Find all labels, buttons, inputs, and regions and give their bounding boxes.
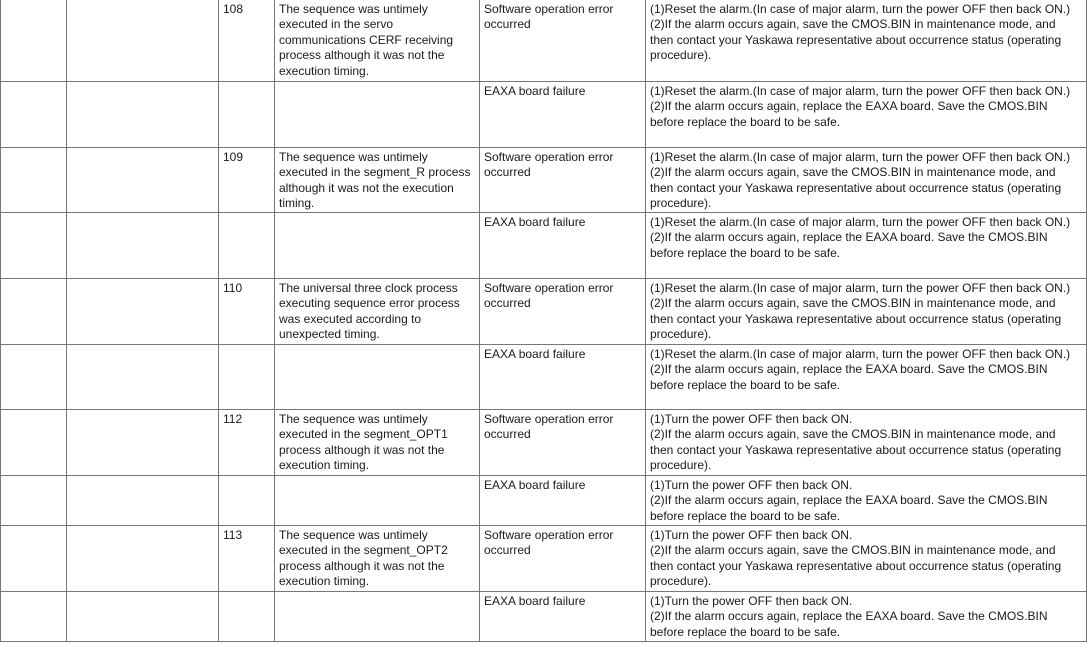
alarm-description: The sequence was untimely executed in the segment_R process although it was not the execution timing.	[275, 148, 480, 213]
alarm-code: 112	[219, 410, 275, 476]
cause-cell: EAXA board failure	[480, 213, 646, 279]
remedy-line: (2)If the alarm occurs again, save the CMOS.BIN in maintenance mode, and then contact your Yaskawa representative about occurrence status (operating procedure).	[650, 427, 1062, 473]
alarm-description: The sequence was untimely executed in the segment_OPT2 process although it was not the execution timing.	[275, 526, 480, 592]
blank-cell	[67, 345, 219, 410]
table-row	[1, 345, 1087, 410]
blank-cell	[219, 592, 275, 642]
table-row	[1, 476, 1087, 526]
blank-cell	[1, 148, 67, 213]
remedy-line: (1)Reset the alarm.(In case of major alarm, turn the power OFF then back ON.)	[650, 2, 1071, 16]
remedy-line: (1)Turn the power OFF then back ON.	[650, 528, 853, 542]
alarm-code: 108	[219, 0, 275, 82]
remedy-line: (2)If the alarm occurs again, replace the EAXA board. Save the CMOS.BIN before replace the board to be safe.	[650, 230, 1048, 260]
remedy-cell	[646, 345, 1087, 410]
table-row	[1, 0, 1087, 82]
remedy-cell	[646, 410, 1087, 476]
remedy-cell	[646, 213, 1087, 279]
blank-cell	[67, 148, 219, 213]
blank-cell	[1, 0, 67, 82]
remedy-line: (1)Reset the alarm.(In case of major alarm, turn the power OFF then back ON.)	[650, 281, 1071, 295]
blank-cell	[275, 592, 480, 642]
blank-cell	[1, 592, 67, 642]
alarm-description: The sequence was untimely executed in the segment_OPT1 process although it was not the execution timing.	[275, 410, 480, 476]
alarm-description: The universal three clock process executing sequence error process was executed according to unexpected timing.	[275, 279, 480, 345]
blank-cell	[275, 213, 480, 279]
remedy-line: (1)Turn the power OFF then back ON.	[650, 594, 853, 608]
blank-cell	[1, 213, 67, 279]
table-row	[1, 592, 1087, 642]
alarm-code: 109	[219, 148, 275, 213]
cause-cell: Software operation error occurred	[480, 526, 646, 592]
cause-cell: EAXA board failure	[480, 592, 646, 642]
remedy-cell	[646, 148, 1087, 213]
cause-cell: Software operation error occurred	[480, 279, 646, 345]
blank-cell	[67, 476, 219, 526]
blank-cell	[1, 476, 67, 526]
remedy-line: (2)If the alarm occurs again, replace the EAXA board. Save the CMOS.BIN before replace the board to be safe.	[650, 99, 1048, 129]
cause-cell: EAXA board failure	[480, 82, 646, 148]
blank-cell	[67, 0, 219, 82]
blank-cell	[1, 410, 67, 476]
remedy-line: (1)Reset the alarm.(In case of major alarm, turn the power OFF then back ON.)	[650, 84, 1071, 98]
alarm-code: 110	[219, 279, 275, 345]
blank-cell	[1, 279, 67, 345]
alarm-description: The sequence was untimely executed in the servo communications CERF receiving process although it was not the execution timing.	[275, 0, 480, 82]
remedy-line: (2)If the alarm occurs again, save the CMOS.BIN in maintenance mode, and then contact your Yaskawa representative about occurrence status (operating procedure).	[650, 296, 1062, 342]
cause-cell: EAXA board failure	[480, 476, 646, 526]
table-row	[1, 410, 1087, 476]
remedy-line: (2)If the alarm occurs again, save the CMOS.BIN in maintenance mode, and then contact your Yaskawa representative about occurrence status (operating procedure).	[650, 17, 1062, 63]
remedy-line: (2)If the alarm occurs again, save the CMOS.BIN in maintenance mode, and then contact your Yaskawa representative about occurrence status (operating procedure).	[650, 165, 1062, 211]
blank-cell	[67, 592, 219, 642]
remedy-line: (2)If the alarm occurs again, save the CMOS.BIN in maintenance mode, and then contact your Yaskawa representative about occurrence status (operating procedure).	[650, 543, 1062, 589]
blank-cell	[67, 526, 219, 592]
remedy-cell	[646, 0, 1087, 82]
remedy-line: (2)If the alarm occurs again, replace the EAXA board. Save the CMOS.BIN before replace the board to be safe.	[650, 609, 1048, 639]
remedy-line: (1)Reset the alarm.(In case of major alarm, turn the power OFF then back ON.)	[650, 150, 1071, 164]
blank-cell	[1, 82, 67, 148]
table-row	[1, 526, 1087, 592]
blank-cell	[67, 213, 219, 279]
blank-cell	[1, 345, 67, 410]
cause-cell: Software operation error occurred	[480, 148, 646, 213]
table-row	[1, 148, 1087, 213]
blank-cell	[1, 526, 67, 592]
blank-cell	[67, 82, 219, 148]
blank-cell	[275, 476, 480, 526]
remedy-line: (1)Turn the power OFF then back ON.	[650, 412, 853, 426]
remedy-line: (1)Reset the alarm.(In case of major alarm, turn the power OFF then back ON.)	[650, 215, 1071, 229]
cause-cell: Software operation error occurred	[480, 410, 646, 476]
cause-cell: EAXA board failure	[480, 345, 646, 410]
blank-cell	[275, 82, 480, 148]
remedy-cell	[646, 82, 1087, 148]
remedy-cell	[646, 279, 1087, 345]
table-row	[1, 82, 1087, 148]
remedy-line: (2)If the alarm occurs again, replace the EAXA board. Save the CMOS.BIN before replace the board to be safe.	[650, 493, 1048, 523]
blank-cell	[219, 213, 275, 279]
blank-cell	[219, 476, 275, 526]
remedy-line: (2)If the alarm occurs again, replace the EAXA board. Save the CMOS.BIN before replace the board to be safe.	[650, 362, 1048, 392]
blank-cell	[275, 345, 480, 410]
remedy-cell	[646, 592, 1087, 642]
blank-cell	[67, 410, 219, 476]
remedy-cell	[646, 476, 1087, 526]
blank-cell	[219, 345, 275, 410]
table-row	[1, 279, 1087, 345]
blank-cell	[219, 82, 275, 148]
blank-cell	[67, 279, 219, 345]
cause-cell: Software operation error occurred	[480, 0, 646, 82]
alarm-code: 113	[219, 526, 275, 592]
remedy-cell	[646, 526, 1087, 592]
remedy-line: (1)Reset the alarm.(In case of major alarm, turn the power OFF then back ON.)	[650, 347, 1071, 361]
table-row	[1, 213, 1087, 279]
remedy-line: (1)Turn the power OFF then back ON.	[650, 478, 853, 492]
